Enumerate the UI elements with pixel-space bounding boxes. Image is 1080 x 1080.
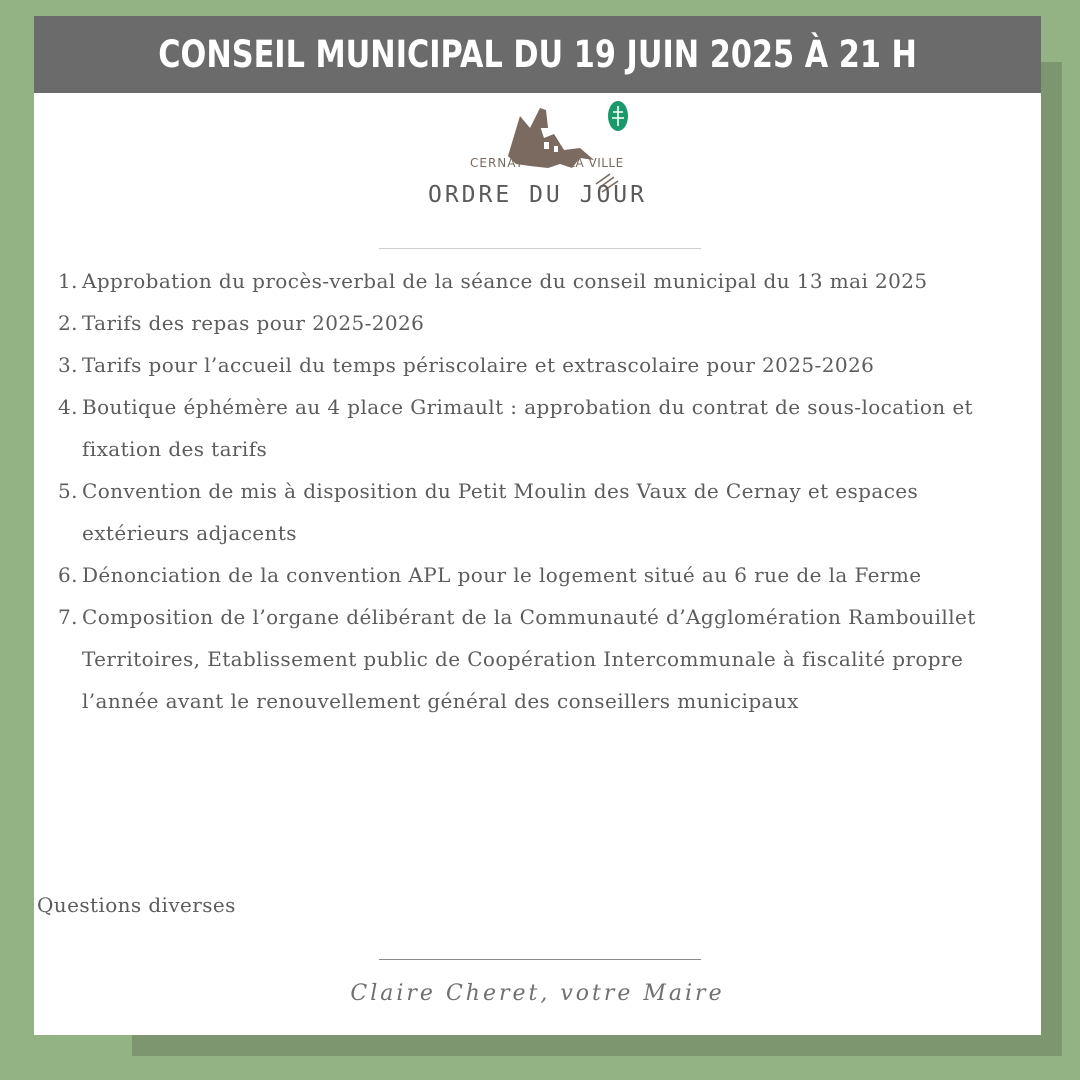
agenda-item-text: Boutique éphémère au 4 place Grimault : approbation du contrat de sous-location et fixation des tarifs bbox=[82, 395, 973, 461]
logo-window bbox=[544, 142, 549, 149]
agenda-item-text: Convention de mis à disposition du Petit Moulin des Vaux de Cernay et espaces extérieurs adjacents bbox=[82, 479, 919, 545]
agenda-item-number: 5. bbox=[58, 479, 78, 503]
agenda-item-text: Composition de l’organe délibérant de la Communauté d’Agglomération Rambouillet Territoires, Etablissement public de Coopération Intercommunale à fiscalité propre l’année avant le renouvellement général des conseillers municipaux bbox=[82, 605, 976, 713]
header-bar bbox=[34, 16, 1041, 93]
logo-text-la-ville: LA VILLE bbox=[568, 156, 624, 170]
agenda-item bbox=[34, 302, 1024, 344]
agenda-item-text: Tarifs des repas pour 2025-2026 bbox=[82, 311, 425, 335]
agenda-item bbox=[34, 596, 1024, 722]
signature: Claire Cheret, votre Maire bbox=[350, 981, 725, 1006]
agenda-item-number: 4. bbox=[58, 395, 78, 419]
agenda-item-number: 6. bbox=[58, 563, 78, 587]
agenda-item bbox=[34, 260, 1024, 302]
bottom-divider bbox=[379, 959, 701, 960]
questions-diverses: Questions diverses bbox=[37, 893, 236, 917]
agenda-item bbox=[34, 386, 1024, 470]
poster-card bbox=[34, 16, 1041, 1035]
agenda-item-text: Dénonciation de la convention APL pour le logement situé au 6 rue de la Ferme bbox=[82, 563, 922, 587]
logo-text-cernay: CERNAY bbox=[470, 156, 524, 170]
agenda-list bbox=[34, 260, 1024, 722]
top-divider bbox=[379, 248, 701, 249]
agenda-item-number: 3. bbox=[58, 353, 78, 377]
agenda-item-number: 2. bbox=[58, 311, 78, 335]
agenda-item-text: Tarifs pour l’accueil du temps périscolaire et extrascolaire pour 2025-2026 bbox=[82, 353, 875, 377]
agenda-item bbox=[34, 554, 1024, 596]
logo-window bbox=[554, 146, 558, 152]
agenda-item-number: 7. bbox=[58, 605, 78, 629]
logo-roof-shape bbox=[530, 108, 548, 128]
page-title: CONSEIL MUNICIPAL DU 19 JUIN 2025 À 21 H bbox=[158, 33, 917, 76]
agenda-item-text: Approbation du procès-verbal de la séance du conseil municipal du 13 mai 2025 bbox=[82, 269, 928, 293]
agenda-item-number: 1. bbox=[58, 269, 78, 293]
agenda-item bbox=[34, 470, 1024, 554]
agenda-heading: ORDRE DU JOUR bbox=[427, 182, 647, 208]
agenda-item bbox=[34, 344, 1024, 386]
